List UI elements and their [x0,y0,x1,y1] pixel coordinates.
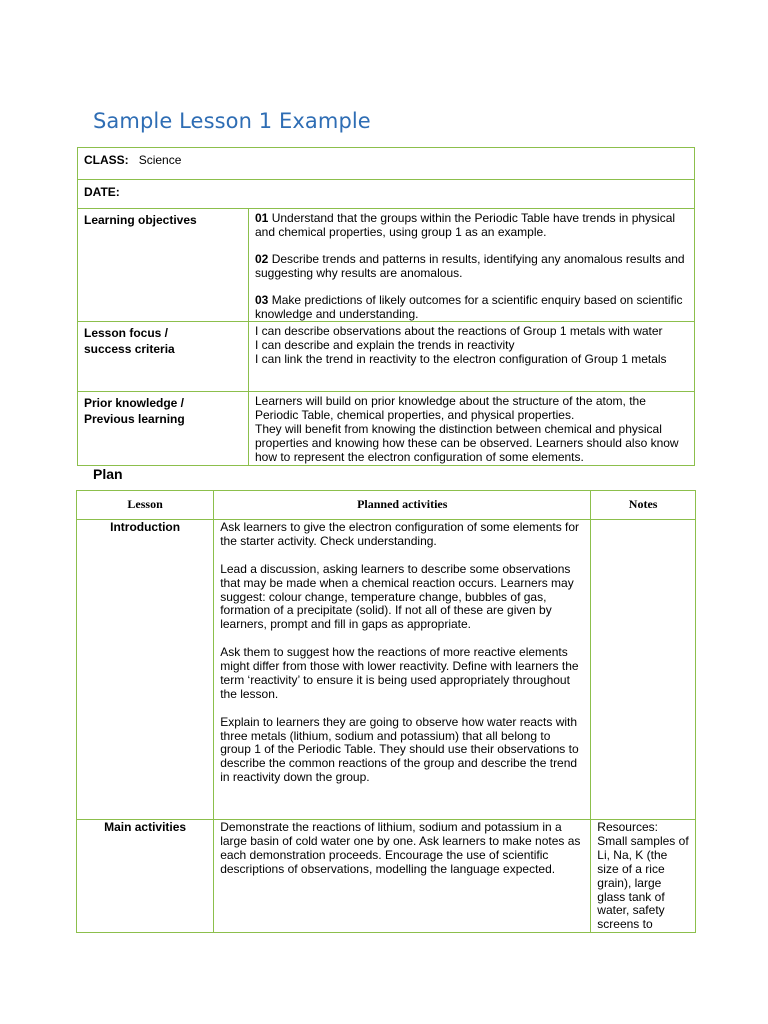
class-label: CLASS: [84,153,129,167]
criteria-item: I can describe observations about the reactions of Group 1 metals with water [255,324,663,339]
table-row [77,820,696,933]
plan-heading: Plan [93,466,123,482]
activities-cell [214,520,591,820]
activity-paragraph: Demonstrate the reactions of lithium, sodium and potassium in a large basin of cold water one by one. Ask learners to make notes as each demonstration proceeds. Encourage the use of scientific descriptions of observations, modelling the language expected. [220,820,581,876]
lesson-info-table [77,147,695,466]
criteria-item: I can link the trend in reactivity to the electron configuration of Group 1 metals [255,352,667,367]
activity-paragraph: Explain to learners they are going to observe how water reacts with three metals (lithium, sodium and potassium) that all belong to group 1 of the Periodic Table. They should use their observations to describe the common reactions of the group and describe the trend in reactivity down the group. [220,714,579,785]
objective-item [255,253,688,281]
focus-label-line: Lesson focus / [84,326,169,341]
prior-label-line: Previous learning [84,412,185,427]
class-cell [78,148,695,180]
lesson-stage: Main activities [77,820,214,933]
objectives-label: Learning objectives [84,213,197,227]
page-title: Sample Lesson 1 Example [93,109,371,133]
focus-label-cell [78,322,249,392]
notes-column-header: Notes [591,491,696,520]
activities-cell [214,820,591,933]
activity-paragraph: Ask learners to give the electron configuration of some elements for the starter activity. Check understanding. [220,520,580,548]
lesson-stage: Introduction [77,520,214,820]
focus-label-line: success criteria [84,342,175,357]
focus-row [78,322,695,392]
notes-cell: Resources: Small samples of Li, Na, K (the size of a rice grain), large glass tank of water, safety screens to [591,820,696,933]
activity-paragraph: Lead a discussion, asking learners to describe some observations that may be made when a chemical reaction occurs. Learners may suggest: colour change, temperature change, bubbles of gas, formation of a precipitate (solid). If not all of these are given by learners, prompt and fill in gaps as appropriate. [220,561,574,632]
objective-item [255,212,688,240]
prior-paragraph: They will benefit from knowing the distinction between chemical and physical properties and knowing how these can be observed. Learners should also know how to represent the electron configuration of some elements. [255,422,679,465]
objective-number: 01 [255,211,269,225]
objective-number: 03 [255,292,269,307]
notes-cell [591,520,696,820]
table-row [77,520,696,820]
criteria-item: I can describe and explain the trends in reactivity [255,338,515,353]
objective-text: Understand that the groups within the Periodic Table have trends in physical and chemical properties, using group 1 as an example. [255,211,676,239]
date-row [78,180,695,209]
objective-number: 02 [255,251,269,266]
objective-item [255,294,688,322]
class-value: Science [138,153,182,167]
prior-cell [249,392,695,466]
prior-label-cell [78,392,249,466]
activities-column-header: Planned activities [214,491,591,520]
date-label: DATE: [84,185,120,199]
objective-text: Make predictions of likely outcomes for a scientific enquiry based on scientific knowledge and understanding. [255,292,683,321]
class-row [78,148,695,180]
objectives-cell [249,209,695,322]
plan-table [76,490,696,933]
lesson-column-header: Lesson [77,491,214,520]
prior-label-line: Prior knowledge / [84,396,185,411]
objectives-row [78,209,695,322]
objectives-label-cell [78,209,249,322]
objective-text: Describe trends and patterns in results, identifying any anomalous results and suggesting why results are anomalous. [255,251,685,280]
prior-paragraph: Learners will build on prior knowledge about the structure of the atom, the Periodic Table, chemical properties, and physical properties. [255,394,646,423]
date-cell [78,180,695,209]
focus-cell [249,322,695,392]
plan-header-row [77,491,696,520]
activity-paragraph: Ask them to suggest how the reactions of more reactive elements might differ from those with lower reactivity. Define with learners the term ‘reactivity’ to ensure it is being used appropriately throughout the lesson. [220,645,579,701]
prior-row [78,392,695,466]
